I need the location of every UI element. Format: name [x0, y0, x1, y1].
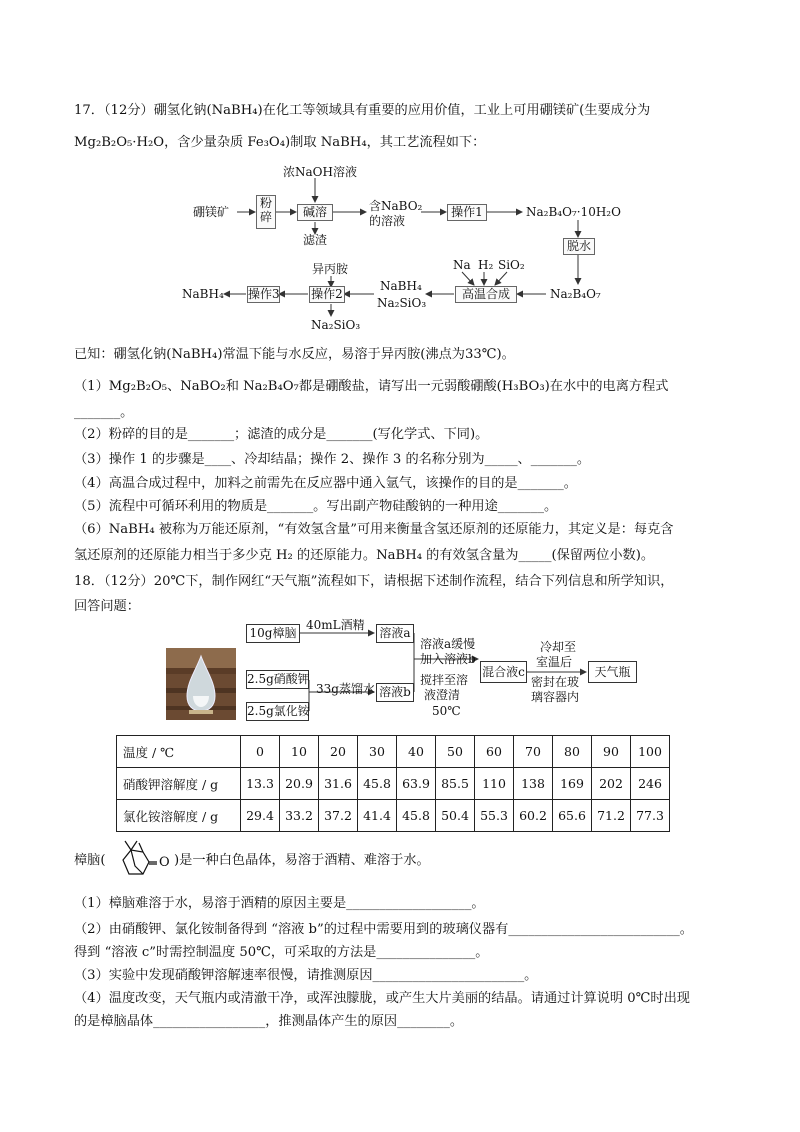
q18-stem-line2: 回答问题： [74, 599, 140, 614]
table-cell: 169 [553, 768, 592, 800]
flow-distilled-water: 33g蒸馏水 [316, 682, 375, 696]
table-cell: 85.5 [436, 768, 475, 800]
table-cell: 71.2 [592, 800, 631, 832]
flow-naoh: 浓NaOH溶液 [283, 165, 357, 179]
table-cell: 45.8 [397, 800, 436, 832]
flow-cool-line1: 冷却至 [540, 640, 577, 654]
table-header-label: 温度 / ℃ [117, 736, 241, 768]
table-cell: 100 [631, 736, 670, 768]
flow-nabo2-line1: 含NaBO₂ [369, 199, 423, 213]
table-row [117, 768, 670, 800]
table-cell: 31.6 [319, 768, 358, 800]
flow-nabo2-line2: 的溶液 [369, 214, 406, 228]
flow-stir-line2: 液澄清 [424, 688, 461, 702]
camphor-oxygen-label: O [159, 855, 170, 870]
flow-crush-box: 粉 碎 [256, 195, 276, 229]
table-cell: 37.2 [319, 800, 358, 832]
table-row-label: 硝酸钾溶解度 / g [117, 768, 241, 800]
flow-cool-line2: 室温后 [536, 655, 573, 669]
flow-sio2: SiO₂ [498, 258, 525, 272]
flow-dehydrate-box: 脱水 [563, 238, 595, 255]
table-row-label: 氯化铵溶解度 / g [117, 800, 241, 832]
q17-sub2: （2）粉碎的目的是_______；滤渣的成分是_______(写化学式、下同)。 [74, 427, 489, 442]
table-cell: 41.4 [358, 800, 397, 832]
flow-op2-box: 操作2 [309, 286, 345, 303]
flow-mixture-c-box: 混合液c [480, 661, 527, 683]
flow-na2b4o7: Na₂B₄O₇ [550, 287, 601, 301]
q17-stem-line1: 17．（12分）硼氢化钠(NaBH₄)在化工等领域具有重要的应用价值，工业上可用硼镁矿(生要成分为 [74, 103, 651, 118]
table-cell: 45.8 [358, 768, 397, 800]
q17-sub6-line1: （6）NaBH₄ 被称为万能还原剂，“有效氢含量”可用来衡量含氢还原剂的还原能力，其定义是：每克含 [74, 522, 674, 537]
flow-residue: 滤渣 [303, 233, 328, 247]
table-cell: 138 [514, 768, 553, 800]
flow-product-na2sio3: Na₂SiO₃ [377, 296, 427, 310]
table-cell: 80 [553, 736, 592, 768]
flow-ore: 硼镁矿 [193, 205, 230, 219]
table-cell: 13.3 [241, 768, 280, 800]
q18-camphor-left: 樟脑( [74, 853, 106, 868]
table-cell: 65.6 [553, 800, 592, 832]
table-cell: 50 [436, 736, 475, 768]
q17-sub1-line2: _______。 [74, 405, 134, 420]
table-cell: 50.4 [436, 800, 475, 832]
q17-sub1-line1: （1）Mg₂B₂O₅、NaBO₂和 Na₂B₄O₇都是硼酸盐，请写出一元弱酸硼酸(H₃BO₃)在水中的电离方程式 [74, 379, 669, 394]
q18-sub1: （1）樟脑难溶于水，易溶于酒精的原因主要是___________________。 [74, 896, 485, 911]
q17-sub3: （3）操作 1 的步骤是____、冷却结晶；操作 2、操作 3 的名称分别为_____、_______。 [74, 452, 591, 467]
flow-final-nabh4: NaBH₄ [182, 287, 224, 301]
flow-ethanol: 40mL酒精 [306, 618, 365, 632]
table-cell: 0 [241, 736, 280, 768]
flow-byproduct-na2sio3: Na₂SiO₃ [311, 318, 361, 332]
flow-nh4cl-box: 2.5g氯化铵 [246, 702, 309, 721]
q17-sub5: （5）流程中可循环利用的物质是_______。写出副产物硅酸钠的一种用途_______。 [74, 499, 558, 514]
flow-mix-line1: 溶液a缓慢 [420, 637, 476, 651]
flow-synthesis-box: 高温合成 [455, 286, 517, 303]
camphor-structure [113, 838, 173, 882]
table-cell: 10 [280, 736, 319, 768]
flow-solution-a-box: 溶液a [376, 624, 414, 643]
flow-stir-line1: 搅拌至溶 [420, 673, 469, 687]
q18-sub4-line1: （4）温度改变，天气瓶内或清澈干净，或浑浊朦胧，或产生大片美丽的结晶。请通过计算说明 0℃时出现 [74, 991, 690, 1006]
flow-weather-bottle-box: 天气瓶 [588, 661, 637, 683]
q18-sub2-line1: （2）由硝酸钾、氯化铵制备得到 “溶液 b”的过程中需要用到的玻璃仪器有__________________________。 [74, 922, 693, 937]
table-cell: 90 [592, 736, 631, 768]
table-cell: 30 [358, 736, 397, 768]
flow-solution-b-box: 溶液b [376, 683, 414, 702]
flow-seal-line2: 璃容器内 [531, 690, 580, 704]
table-cell: 29.4 [241, 800, 280, 832]
flow-op3-box: 操作3 [248, 287, 280, 301]
table-header-row [117, 736, 670, 768]
table-cell: 63.9 [397, 768, 436, 800]
table-cell: 40 [397, 736, 436, 768]
table-cell: 20 [319, 736, 358, 768]
q18-camphor-desc: )是一种白色晶体，易溶于酒精、难溶于水。 [174, 853, 430, 868]
table-cell: 55.3 [475, 800, 514, 832]
table-cell: 20.9 [280, 768, 319, 800]
table-cell: 77.3 [631, 800, 670, 832]
flow-seal-line1: 密封在玻 [531, 675, 580, 689]
table-cell: 33.2 [280, 800, 319, 832]
q17-stem-line2: Mg₂B₂O₅·H₂O，含少量杂质 Fe₃O₄)制取 NaBH₄，其工艺流程如下： [74, 135, 486, 150]
flow-kno3-box: 2.5g硝酸钾 [246, 670, 309, 689]
flow-product-nabh4: NaBH₄ [380, 279, 422, 293]
q17-known: 已知：硼氢化钠(NaBH₄)常温下能与水反应，易溶于异丙胺(沸点为33℃)。 [74, 347, 515, 362]
table-cell: 70 [514, 736, 553, 768]
flow-op1-box: 操作1 [447, 204, 487, 221]
table-cell: 60 [475, 736, 514, 768]
table-row [117, 800, 670, 832]
flow-na: Na [453, 258, 471, 272]
q17-sub4: （4）高温合成过程中，加料之前需先在反应器中通入氩气，该操作的目的是_______。 [74, 476, 577, 491]
flow-borax: Na₂B₄O₇·10H₂O [526, 205, 621, 219]
q17-sub6-line2: 氢还原剂的还原能力相当于多少克 H₂ 的还原能力。NaBH₄ 的有效氢含量为_____(保留两位小数)。 [74, 548, 655, 563]
q18-sub4-line2: 的是樟脑晶体_________________，推测晶体产生的原因________。 [74, 1014, 464, 1029]
flow-mix-line2: 加入溶液b [420, 652, 476, 666]
q18-sub3: （3）实验中发现硝酸钾溶解速率很慢，请推测原因_______________________。 [74, 968, 538, 983]
flow-temperature: 50℃ [432, 704, 461, 718]
table-cell: 60.2 [514, 800, 553, 832]
flow-isopropylamine: 异丙胺 [312, 262, 349, 276]
q18-sub2-line2: 得到 “溶液 c”时需控制温度 50℃，可采取的方法是_______________。 [74, 945, 489, 960]
table-cell: 110 [475, 768, 514, 800]
solubility-table [116, 735, 670, 832]
flow-dissolve-box: 碱溶 [297, 204, 333, 221]
flow-h2: H₂ [478, 258, 494, 272]
table-cell: 202 [592, 768, 631, 800]
flow-camphor-box: 10g樟脑 [246, 624, 300, 643]
table-cell: 246 [631, 768, 670, 800]
q18-stem-line1: 18．（12分）20℃下，制作网红“天气瓶”流程如下，请根据下述制作流程，结合下列信息和所学知识， [74, 574, 674, 589]
